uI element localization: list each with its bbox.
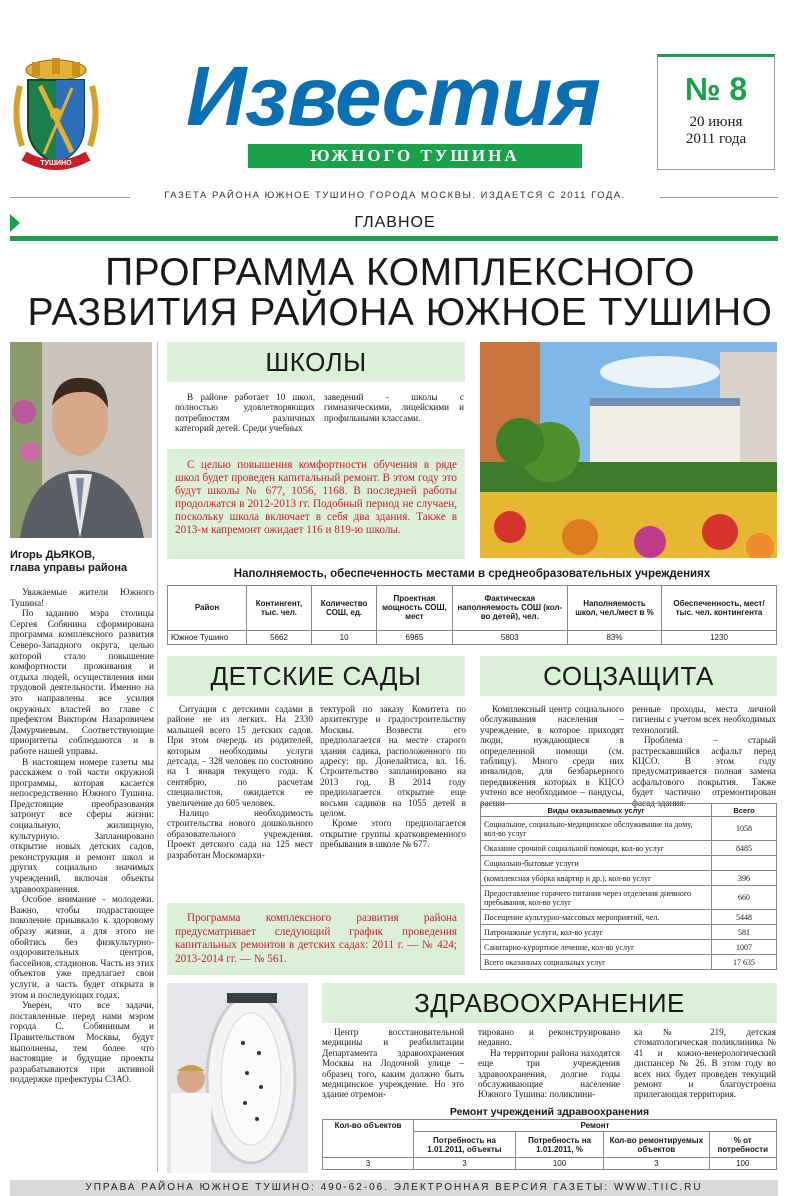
kindergartens-paragraph: Ситуация с детскими садами в районе не из легких. На 2330 малышей всего 15 детских садов. При этом очередь из родителей, которым необходимы услуги детсада, – 328 человек по состоянию на 1 января текущего года. К сентябрю, по расчетам специалистов, ожидается ее увеличение до 605 человек.	[167, 704, 313, 808]
table-header-cell: Фактическая наполняемость СОШ (кол-во детей), чел.	[452, 586, 567, 631]
letter-paragraph: В настоящем номере газеты мы расскажем о той части окружной программы, которая касается непосредственно Южного Тушина. Предстоящие преобразования затронут все сферы жизни: социальную, жилищную, культурную. Запланировано открытие новых детских садов, реконструкция и ремонт школ и других социально значимых учреждений, включая объекты здравоохранения.	[10, 757, 154, 895]
headline-line-2: РАЗВИТИЯ РАЙОНА ЮЖНОЕ ТУШИНО	[27, 291, 773, 334]
table-cell: Посещение культурно-массовых мероприятий, чел.	[481, 910, 712, 925]
table-row	[481, 955, 777, 970]
table-cell: 1230	[662, 630, 777, 644]
table-cell: Южное Тушино	[168, 630, 247, 644]
table-header-cell: Проектная мощность СОШ, мест	[377, 586, 452, 631]
kindergartens-highlight: Программа комплексного развития района предусматривает следующий график проведения капитальных ремонтов в детских садах: 2011 г. — № 424; 2013-2014 гг. — № 561.	[175, 912, 457, 965]
table-header-cell: Виды оказываемых услуг	[481, 804, 712, 817]
table-header-cell: Потребность на 1.01.2011, объекты	[414, 1132, 516, 1158]
kindergartens-text-col1	[167, 704, 313, 860]
coat-of-arms-icon	[8, 56, 104, 176]
table-row	[481, 886, 777, 910]
schools-table	[167, 585, 777, 645]
table-cell: 6965	[377, 630, 452, 644]
social-table	[480, 803, 777, 970]
schools-text-col1: В районе работает 10 школ, полностью удовлетворяющих потребностям различных категорий детей. Среди учебных	[175, 392, 315, 434]
table-row	[168, 630, 777, 644]
school-photo	[480, 342, 777, 558]
author-portrait-icon	[10, 342, 152, 538]
health-table	[322, 1119, 777, 1170]
health-paragraph: тировано и реконструировано недавно.	[478, 1027, 620, 1048]
table-row	[481, 817, 777, 841]
rubric-arrow-icon	[10, 214, 20, 232]
table-cell	[712, 856, 777, 871]
table-cell: 3	[323, 1158, 414, 1170]
social-text-col2	[632, 704, 776, 808]
left-column-rule	[157, 342, 158, 1172]
schools-highlight: С целью повышения комфортности обучения в ряде школ будет проведен капитальный ремонт. В этом году это будут школы № 677, 1056, 1168. В последней работы продолжатся в 2012-2013 гг. Подобный период не случаен, поскольку школа включает в себя два здания. Также в 2013-м капремонт ожидает 116 и 819-ю школы.	[175, 459, 457, 536]
table-header-cell: Количество СОШ, ед.	[312, 586, 377, 631]
table-row	[481, 841, 777, 856]
table-cell: 100	[709, 1158, 776, 1170]
tagline: ГАЗЕТА РАЙОНА ЮЖНОЕ ТУШИНО ГОРОДА МОСКВЫ. ИЗДАЕТСЯ С 2011 ГОДА.	[164, 190, 626, 201]
schools-title: ШКОЛЫ	[167, 342, 465, 382]
issue-number: № 8	[684, 71, 748, 107]
table-header-cell: Наполняемость школ, чел./мест в %	[567, 586, 661, 631]
table-cell: 660	[712, 886, 777, 910]
table-header-cell: Кол-во ремонтируемых объектов	[604, 1132, 709, 1158]
table-header-cell: Потребность на 1.01.2011, %	[515, 1132, 603, 1158]
health-title: ЗДРАВООХРАНЕНИЕ	[322, 983, 777, 1023]
table-cell: 17 635	[712, 955, 777, 970]
table-header-cell: Контингент, тыс. чел.	[247, 586, 312, 631]
kindergartens-title: ДЕТСКИЕ САДЫ	[167, 656, 465, 696]
table-cell: Санитарно-курортное лечение, кол-во услуг	[481, 940, 712, 955]
table-cell: (комплексная уборка квартир и др.), кол-во услуг	[481, 871, 712, 886]
social-paragraph: Проблема – старый растрескавшийся асфальт перед КЦСО. В этом году предусматривается полная замена асфальтового покрытия. Также будет частично отремонтирован фасад здания.	[632, 735, 776, 808]
author-letter	[10, 588, 154, 1086]
health-paragraph: На территории района находятся еще три учреждения здравоохранения, долгие годы обслуживающие население Южного Тушина: поликлини-	[478, 1047, 620, 1100]
table-header-cell: Всего	[712, 804, 777, 817]
letter-paragraph: Уверен, что все задачи, поставленные перед нами мэром города С. Собяниным и Правительством Москвы, будут выполнены, тем более что настоящие и будущие проекты разрабатываются при активной поддержке префектуры СЗАО.	[10, 1001, 154, 1086]
health-table-title: Ремонт учреждений здравоохранения	[449, 1106, 650, 1118]
table-cell: 1058	[712, 817, 777, 841]
table-row	[323, 1158, 777, 1170]
table-cell: 3	[604, 1158, 709, 1170]
table-header-cell: Обеспеченность, мест/тыс. чел. контингента	[662, 586, 777, 631]
table-cell: 5803	[452, 630, 567, 644]
rubric-label: ГЛАВНОЕ	[354, 214, 436, 231]
rubric-line	[10, 236, 778, 241]
kindergartens-text-col2	[320, 704, 466, 850]
table-group-header: Ремонт	[414, 1120, 777, 1132]
table-cell: 100	[515, 1158, 603, 1170]
table-cell: 581	[712, 925, 777, 940]
table-header-row	[323, 1120, 777, 1132]
table-cell: Социально-бытовые услуги	[481, 856, 712, 871]
table-header-row	[168, 586, 777, 631]
table-cell: 1007	[712, 940, 777, 955]
table-cell: Патронажные услуги, кол-во услуг	[481, 925, 712, 940]
masthead-title: Известия	[186, 49, 600, 143]
table-cell: Оказание срочной социальной помощи, кол-во услуг	[481, 841, 712, 856]
table-cell: 396	[712, 871, 777, 886]
issue-box	[657, 54, 775, 170]
table-row	[481, 925, 777, 940]
table-header-cell: Кол-во объектов	[323, 1120, 414, 1158]
table-cell: 83%	[567, 630, 661, 644]
table-cell: Предоставление горячего питания через отделения дневного пребывания, кол-во услуг	[481, 886, 712, 910]
table-header-row	[481, 804, 777, 817]
author-photo	[10, 342, 152, 538]
issue-date-day: 20 июня	[689, 114, 743, 130]
masthead-subtitle: ЮЖНОГО ТУШИНА	[310, 146, 520, 165]
schools-table-title: Наполняемость, обеспеченность местами в среднеобразовательных учреждениях	[233, 568, 711, 580]
social-paragraph: ренные проходы, места личной гигиены с учетом всех необходимых технологий.	[632, 704, 776, 735]
table-row	[481, 871, 777, 886]
coat-of-arms	[8, 56, 104, 176]
medical-equipment-icon	[167, 983, 308, 1173]
social-text-col1: Комплексный центр социального обслуживания населения – учреждение, в которое приходят люди, нуждающиеся в определенной помощи (см. таблицу). Много среди них инвалидов, для безбарьерного передвижения которых в КЦСО учтено все необходимое – пандусы, расши-	[480, 704, 624, 808]
coat-label: ТУШИНО	[40, 160, 72, 167]
headline-line-1: ПРОГРАММА КОМПЛЕКСНОГО	[105, 251, 695, 294]
letter-paragraph: По заданию мэра столицы Сергея Собянина сформирована программа комплексного развития Северо-Западного округа, целью которой стало повышение комфортности проживания и отдыха людей, осуществления ими трудовой деятельности. Именно на это направлены все усилия окружных властей во главе с префектом Виктором Назаровичем Дамурчиевым. Соответствующие приоритеты соблюдаются и в работе нашей управы.	[10, 609, 154, 757]
health-photo	[167, 983, 308, 1173]
table-cell: 3	[414, 1158, 516, 1170]
table-row	[481, 940, 777, 955]
issue-date-year: 2011 года	[685, 131, 747, 147]
health-text-col3: ка № 219, детская стоматологическая поликлиника № 41 и кожно-венерологический диспансер № 26. В этом году во всех них будет проведен текущий ремонт и благоустроена прилегающая территория.	[634, 1027, 776, 1100]
kindergartens-paragraph: Кроме этого предполагается открытие группы кратковременного пребывания в школе № 677.	[320, 818, 466, 850]
author-role: глава управы района	[10, 562, 128, 574]
letter-paragraph: Особое внимание - молодежи. Важно, чтобы подрастающее поколение приывкало к здоровому образу жизни, а для этого не обойтись без физкультурно-оздоровительных центров, бассейнов, стадионов. Часть из этих объектов уже предлагает свои услуги, а часть будет открыта в этом и последующих годах.	[10, 895, 155, 1001]
author-name: Игорь ДЬЯКОВ,	[10, 549, 96, 561]
table-header-cell: Район	[168, 586, 247, 631]
table-cell: 10	[312, 630, 377, 644]
kindergartens-paragraph: Налицо необходимость строительства нового дошкольного образовательного учреждения. Проект детского сада на 125 мест разработан Москомархи-	[167, 808, 313, 860]
table-row	[481, 856, 777, 871]
table-cell: 8485	[712, 841, 777, 856]
kindergartens-paragraph: тектурой по заказу Комитета по архитектуре и градостроительству Москвы. Возвести его предполагается на месте старого здания садика, расположенного по адресу: пр. Донелайтиса, вл. 16. Строительство запланировано на 2013 год. В 2014 году предполагается открытие еще восьми садиков на 1055 детей в целом.	[320, 704, 466, 819]
rule-tagline-right	[660, 197, 778, 198]
letter-paragraph: Уважаемые жители Южного Тушина!	[10, 588, 154, 609]
table-cell: Всего оказанных социальных услуг	[481, 955, 712, 970]
schools-text-col2: заведений - школы с гимназическими, лицейскими и профильными классами.	[324, 392, 464, 423]
table-cell: 5448	[712, 910, 777, 925]
rule-tagline-left	[10, 197, 130, 198]
table-cell: Социальное, социально-медицинское обслуживание на дому, кол-во услуг	[481, 817, 712, 841]
table-cell: 5662	[247, 630, 312, 644]
footer-bar: УПРАВА РАЙОНА ЮЖНОЕ ТУШИНО: 490-62-06. ЭЛЕКТРОННАЯ ВЕРСИЯ ГАЗЕТЫ: WWW.TIIC.RU	[10, 1180, 778, 1196]
health-text-col1: Центр восстановительной медицины и реабилитации Департамента здравоохранения Москвы на Лодочной улице – образец того, каким должно быть медицинское учреждение. Но это здание отремон-	[322, 1027, 464, 1100]
school-building-icon	[480, 342, 777, 558]
social-title: СОЦЗАЩИТА	[480, 656, 777, 696]
table-row	[481, 910, 777, 925]
health-text-col2	[478, 1027, 620, 1100]
table-header-cell: % от потребности	[709, 1132, 776, 1158]
